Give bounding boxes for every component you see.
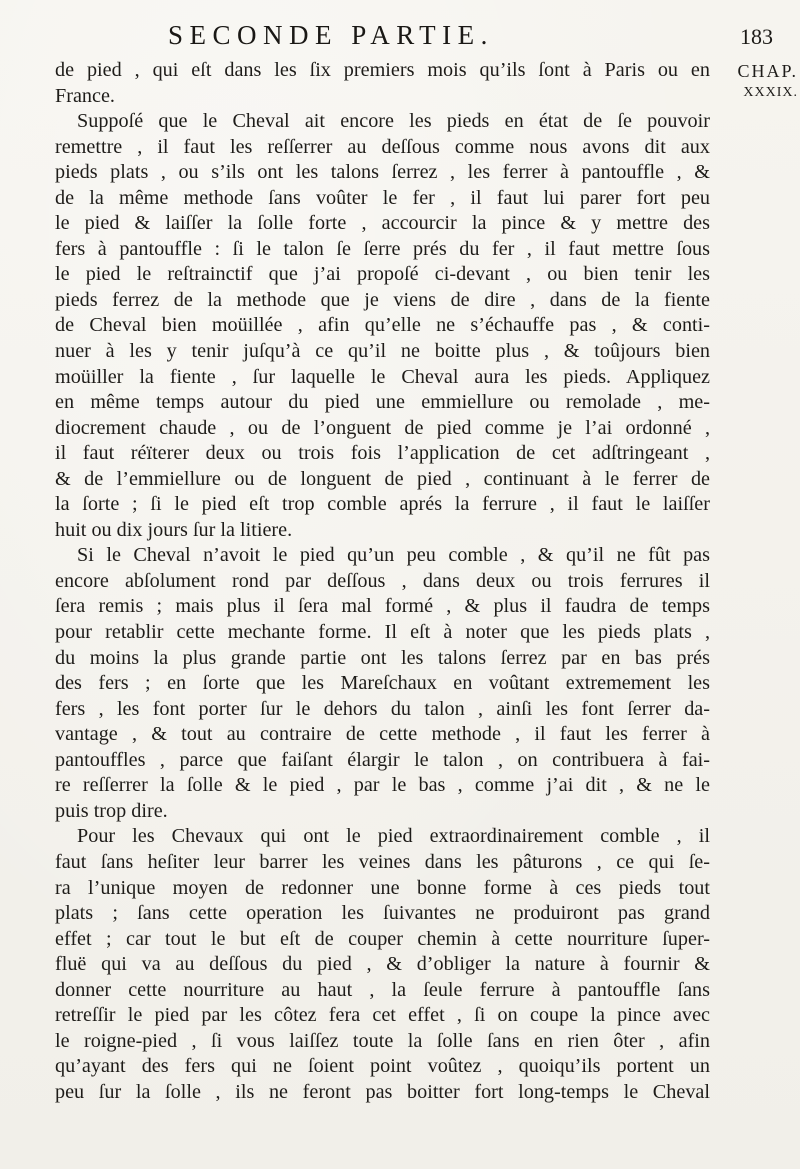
- text-line: pieds ferrez de la methode que je viens de dire , dans de la fiente: [55, 288, 710, 311]
- text-line: il faut réïterer deux ou trois fois l’application de cet adſtringeant ,: [55, 442, 710, 465]
- page-number: 183: [740, 24, 773, 49]
- text-line: le pied & laiſſer la ſolle forte , accourcir la pince & y mettre des: [55, 212, 710, 235]
- text-line: plats ; ſans cette operation les ſuivantes ne produiront pas grand: [55, 902, 710, 925]
- text-line: donner cette nourriture au haut , la ſeule ferrure à pantouffle ſans: [55, 978, 710, 1001]
- text-line: nuer à les y tenir juſqu’à ce qu’il ne boitte plus , & toûjours bien: [55, 340, 710, 363]
- margin-chapter-note: [720, 60, 798, 104]
- text-line: pantouffles , parce que faiſant élargir le talon , on contribuera à fai-: [55, 748, 710, 771]
- text-line: moüiller la fiente , ſur laquelle le Cheval aura les pieds. Appliquez: [55, 365, 710, 388]
- text-line: de Cheval bien moüillée , afin qu’elle ne s’échauffe pas , & conti-: [55, 314, 710, 337]
- text-line: en même temps autour du pied une emmiellure ou remolade , me-: [55, 391, 710, 414]
- text-line: France.: [55, 84, 115, 107]
- text-line: re reſſerrer la ſolle & le pied , par le bas , comme j’ai dit , & ne le: [55, 774, 710, 797]
- text-line: pour retablir cette mechante forme. Il eſt à noter que les pieds plats ,: [55, 621, 710, 644]
- text-line: retreſſir le pied par les côtez fera cet effet , ſi on coupe la pince avec: [55, 1004, 710, 1027]
- page-header: [0, 20, 800, 54]
- text-line: puis trop dire.: [55, 799, 168, 822]
- body-text: [55, 58, 710, 1105]
- running-title: SECONDE PARTIE.: [168, 20, 494, 50]
- text-line: de la même methode ſans voûter le fer , il faut lui parer fort peu: [55, 186, 710, 209]
- text-line: de pied , qui eſt dans les ſix premiers mois qu’ils ſont à Paris ou en: [55, 59, 710, 81]
- text-line: la ſorte ; ſi le pied eſt trop comble aprés la ferrure , il faut le laiſſer: [55, 493, 710, 516]
- text-line: fers , les font porter ſur le dehors du talon , ainſi les font ſerrer da-: [55, 697, 710, 720]
- text-line: & de l’emmiellure ou de longuent de pied , continuant à le ferrer de: [55, 467, 710, 490]
- text-line: ra l’unique moyen de redonner une bonne forme à ces pieds tout: [55, 876, 710, 899]
- text-line: le roigne-pied , ſi vous laiſſez toute la ſolle ſans en rien ôter , afin: [55, 1029, 710, 1052]
- text-line: peu ſur la ſolle , ils ne feront pas boitter fort long-temps le Cheval: [55, 1080, 710, 1103]
- text-line: des fers ; en ſorte que les Mareſchaux en voûtant extremement les: [55, 672, 710, 695]
- text-line: Pour les Chevaux qui ont le pied extraordinairement comble , il: [77, 825, 710, 848]
- text-line: fers à pantouffle : ſi le talon ſe ſerre prés du fer , il faut mettre ſous: [55, 237, 710, 260]
- text-line: encore abſolument rond par deſſous , dans deux ou trois ferrures il: [55, 569, 710, 592]
- text-line: faut ſans heſiter leur barrer les veines dans les pâturons , ce qui ſe-: [55, 850, 710, 873]
- text-line: le pied le reſtrainctif que j’ai propoſé ci-devant , ou bien tenir les: [55, 263, 710, 286]
- text-line: remettre , il faut les reſſerrer au deſſous comme nous avons dit aux: [55, 135, 710, 158]
- text-line: Si le Cheval n’avoit le pied qu’un peu comble , & qu’il ne fût pas: [77, 544, 710, 567]
- text-line: fluë qui va au deſſous du pied , & d’obliger la nature à fournir &: [55, 953, 710, 976]
- margin-chapter-number: XXXIX.: [743, 85, 798, 100]
- text-line: ſera remis ; mais plus il ſera mal formé , & plus il faudra de temps: [55, 595, 710, 618]
- text-line: Suppoſé que le Cheval ait encore les pieds en état de ſe pouvoir: [77, 110, 710, 133]
- text-line: diocrement chaude , ou de l’onguent de pied comme je l’ai ordonné ,: [55, 416, 710, 439]
- text-line: huit ou dix jours ſur la litiere.: [55, 518, 293, 541]
- text-line: qu’ayant des fers qui ne ſoient point voûtez , quoiqu’ils portent un: [55, 1055, 710, 1078]
- margin-chapter-label: CHAP.: [737, 61, 798, 81]
- text-line: effet ; car tout le but eſt de couper chemin à cette nourriture ſuper-: [55, 927, 710, 950]
- text-line: vantage , & tout au contraire de cette methode , il faut les ferrer à: [55, 723, 710, 746]
- text-line: pieds plats , ou s’ils ont les talons ſerrez , les ferrer à pantouffle , &: [55, 161, 710, 184]
- text-line: du moins la plus grande partie ont les talons ſerrez par en bas prés: [55, 646, 710, 669]
